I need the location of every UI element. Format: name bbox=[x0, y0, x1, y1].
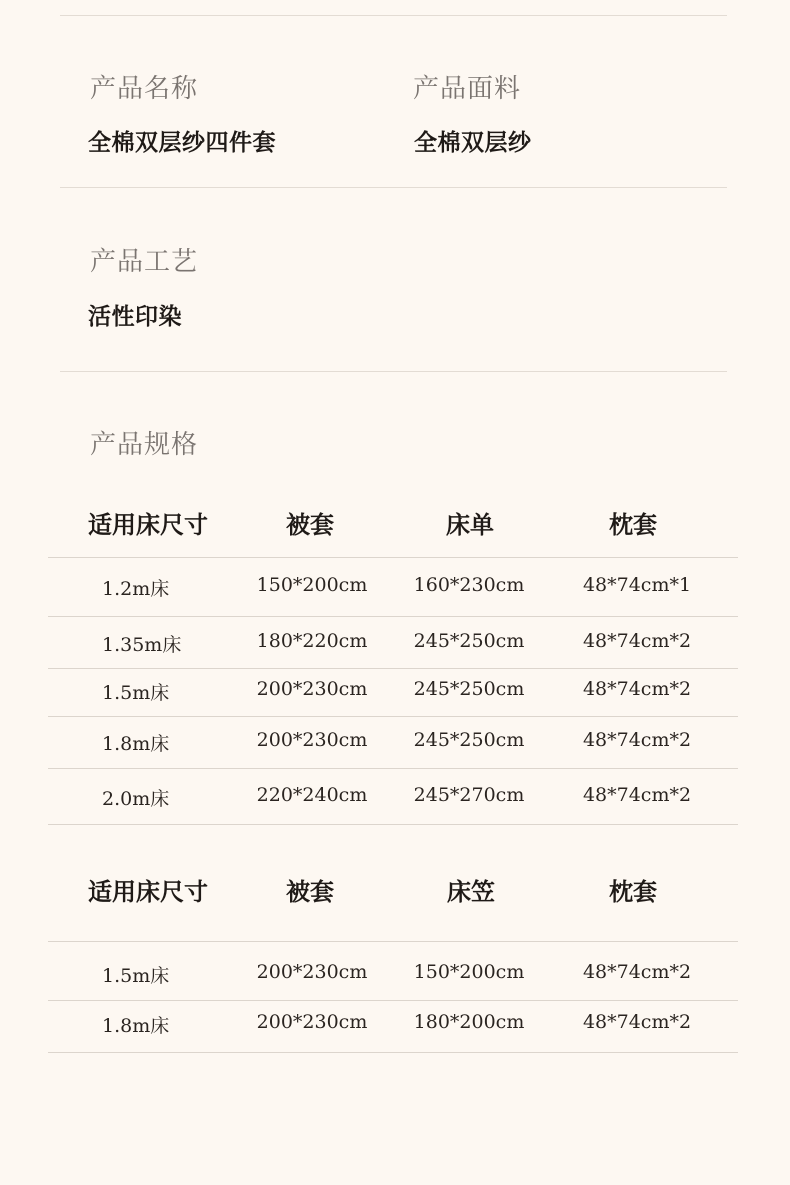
table-cell: 200*230cm bbox=[256, 729, 368, 751]
table-cell: 200*230cm bbox=[256, 1011, 368, 1033]
product-spec-label: 产品规格 bbox=[90, 430, 199, 460]
row-divider bbox=[48, 1052, 738, 1053]
table2-header-fitted-sheet: 床笠 bbox=[447, 877, 495, 906]
product-craft-value: 活性印染 bbox=[88, 303, 182, 330]
row-divider bbox=[48, 1000, 738, 1001]
table2-header-duvet: 被套 bbox=[286, 877, 334, 906]
product-name-label: 产品名称 bbox=[90, 74, 199, 104]
table-cell: 1.2m床 bbox=[102, 578, 170, 600]
row-divider bbox=[48, 768, 738, 769]
row-divider bbox=[48, 824, 738, 825]
table2-header-pillowcase: 枕套 bbox=[609, 877, 657, 906]
table-cell: 245*270cm bbox=[413, 784, 525, 806]
table-cell: 1.5m床 bbox=[102, 965, 170, 987]
table-cell: 1.8m床 bbox=[102, 1015, 170, 1037]
table1-header-divider bbox=[48, 557, 738, 558]
table1-header-sheet: 床单 bbox=[446, 510, 494, 539]
row-divider bbox=[48, 616, 738, 617]
table1-header-size: 适用床尺寸 bbox=[88, 510, 208, 539]
divider-1 bbox=[60, 187, 727, 188]
table-cell: 48*74cm*2 bbox=[582, 961, 692, 983]
table-cell: 1.5m床 bbox=[102, 682, 170, 704]
divider-top bbox=[60, 15, 727, 16]
table-cell: 48*74cm*1 bbox=[582, 574, 692, 596]
table-cell: 200*230cm bbox=[256, 961, 368, 983]
table-cell: 245*250cm bbox=[413, 729, 525, 751]
table-cell: 180*220cm bbox=[256, 630, 368, 652]
table-cell: 48*74cm*2 bbox=[582, 784, 692, 806]
table-cell: 2.0m床 bbox=[102, 788, 170, 810]
table-cell: 150*200cm bbox=[256, 574, 368, 596]
table-cell: 245*250cm bbox=[413, 630, 525, 652]
table-cell: 48*74cm*2 bbox=[582, 630, 692, 652]
table-cell: 48*74cm*2 bbox=[582, 729, 692, 751]
table-cell: 200*230cm bbox=[256, 678, 368, 700]
row-divider bbox=[48, 716, 738, 717]
product-fabric-value: 全棉双层纱 bbox=[414, 129, 532, 156]
table-cell: 1.8m床 bbox=[102, 733, 170, 755]
table-cell: 150*200cm bbox=[413, 961, 525, 983]
table-cell: 48*74cm*2 bbox=[582, 678, 692, 700]
table-cell: 48*74cm*2 bbox=[582, 1011, 692, 1033]
table1-header-duvet: 被套 bbox=[286, 510, 334, 539]
product-fabric-label: 产品面料 bbox=[413, 74, 522, 104]
table2-header-divider bbox=[48, 941, 738, 942]
table2-header-size: 适用床尺寸 bbox=[88, 877, 208, 906]
table-cell: 220*240cm bbox=[256, 784, 368, 806]
table-cell: 245*250cm bbox=[413, 678, 525, 700]
table-cell: 1.35m床 bbox=[102, 634, 182, 656]
table-cell: 180*200cm bbox=[413, 1011, 525, 1033]
product-craft-label: 产品工艺 bbox=[90, 247, 199, 277]
table-cell: 160*230cm bbox=[413, 574, 525, 596]
row-divider bbox=[48, 668, 738, 669]
table1-header-pillowcase: 枕套 bbox=[609, 510, 657, 539]
product-name-value: 全棉双层纱四件套 bbox=[88, 129, 276, 156]
divider-2 bbox=[60, 371, 727, 372]
